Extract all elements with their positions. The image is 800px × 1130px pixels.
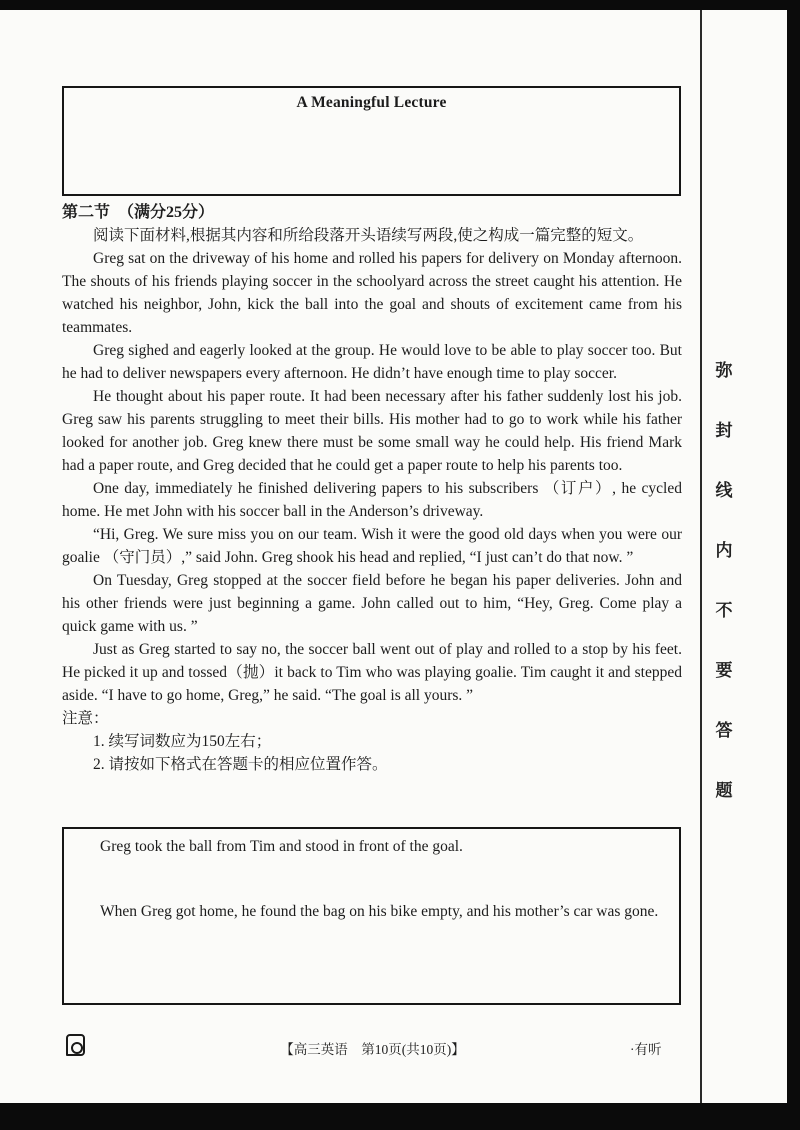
body-paragraph: Greg sighed and eagerly looked at the group. He would love to be able to play soccer too. But he had to deliver newspapers every afternoon. He didn’t have enough time to play soccer. bbox=[62, 342, 682, 382]
given-sentence-2: When Greg got home, he found the bag on his bike empty, and his mother’s car was gone. bbox=[100, 903, 659, 920]
answer-format-box bbox=[62, 827, 681, 1005]
exam-body bbox=[62, 201, 682, 776]
body-paragraph: He thought about his paper route. It had been necessary after his father suddenly lost his job. Greg saw his parents struggling to meet their bills. His mother had to go to work while his father looked for another job. Greg knew there must be some small way he could help. His friend Mark had a paper route, and Greg decided that he could get a paper route to help his parents too. bbox=[62, 388, 682, 474]
scan-edge-top bbox=[0, 0, 800, 10]
seal-text-char: 题 bbox=[715, 781, 733, 800]
seal-margin-text bbox=[702, 356, 746, 801]
essay-title: A Meaningful Lecture bbox=[296, 94, 447, 111]
section-heading: 第二节 （满分25分） bbox=[62, 204, 215, 221]
seal-text-char: 不 bbox=[715, 601, 733, 620]
body-paragraph: One day, immediately he finished delivering papers to his subscribers （订户）, he cycled home. He met John with his soccer ball in the Anderson’s driveway. bbox=[62, 480, 682, 520]
seal-text-char: 线 bbox=[715, 481, 733, 500]
body-paragraph: Just as Greg started to say no, the soccer ball went out of play and rolled to a stop by his feet. He picked it up and tossed（抛）it back to Tim who was playing goalie. Tim caught it and stepped aside. “I have to go home, Greg,” he said. “The goal is all yours. ” bbox=[62, 641, 682, 704]
essay-title-box bbox=[62, 86, 681, 196]
given-sentence-1: Greg took the ball from Tim and stood in front of the goal. bbox=[100, 838, 463, 855]
page-footer bbox=[0, 1034, 800, 1064]
scan-edge-right bbox=[787, 0, 800, 1130]
notes-label: 注意： bbox=[62, 710, 109, 727]
note-item: 2. 请按如下格式在答题卡的相应位置作答。 bbox=[93, 756, 388, 773]
seal-text-char: 答 bbox=[715, 721, 733, 740]
footer-right-label: ·有听 bbox=[630, 1042, 662, 1057]
page-number: 【高三英语 第10页(共10页)】 bbox=[280, 1042, 465, 1057]
seal-text-char: 要 bbox=[715, 661, 733, 680]
instruction-text: 阅读下面材料,根据其内容和所给段落开头语续写两段,使之构成一篇完整的短文。 bbox=[93, 227, 644, 244]
scan-edge-bottom bbox=[0, 1103, 800, 1130]
seal-text-char: 内 bbox=[715, 541, 733, 560]
body-paragraph: “Hi, Greg. We sure miss you on our team. Wish it were the good old days when you were our goalie （守门员）,” said John. Greg shook his head and replied, “I just can’t do that now. ” bbox=[62, 526, 682, 566]
body-paragraph: Greg sat on the driveway of his home and rolled his papers for delivery on Monday afternoon. The shouts of his friends playing soccer in the schoolyard across the street caught his attention. He watched his neighbor, John, kick the ball into the goal and shouts of excitement came from his teammates. bbox=[62, 250, 682, 336]
body-paragraph: On Tuesday, Greg stopped at the soccer field before he began his paper deliveries. John and his other friends were just beginning a game. John called out to him, “Hey, Greg. Come play a quick game with us. ” bbox=[62, 572, 682, 635]
note-item: 1. 续写词数应为150左右； bbox=[93, 733, 272, 750]
seal-text-char: 封 bbox=[715, 421, 733, 440]
seal-text-char: 弥 bbox=[715, 361, 733, 380]
